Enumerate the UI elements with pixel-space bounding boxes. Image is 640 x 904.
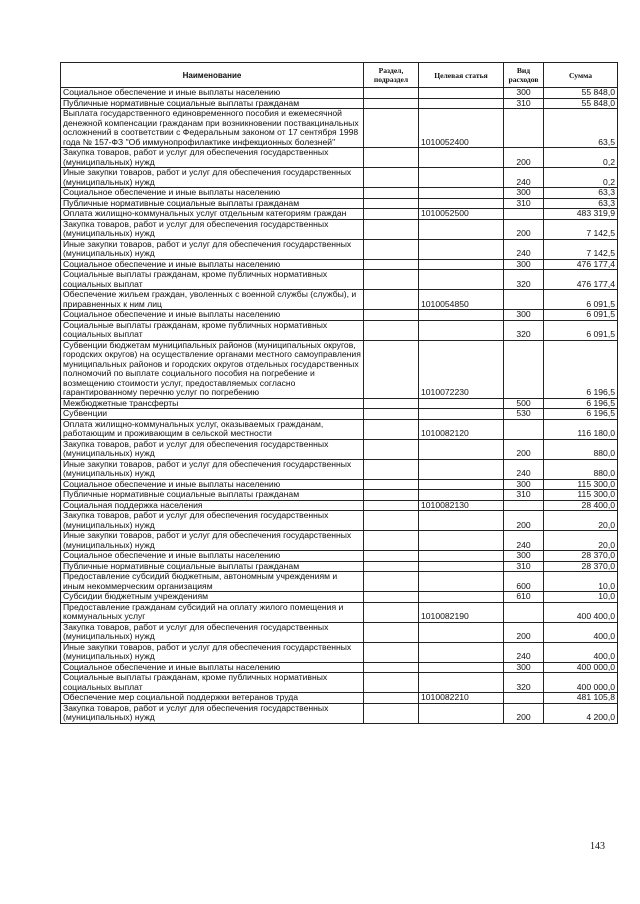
table-row xyxy=(61,148,618,168)
row-summa-cell: 476 177,4 xyxy=(544,270,618,290)
row-celevaya-cell xyxy=(419,622,504,642)
table-header-row xyxy=(61,63,618,88)
row-name-cell: Социальные выплаты гражданам, кроме публичных нормативных социальных выплат xyxy=(61,270,364,290)
table-row xyxy=(61,219,618,239)
table-row xyxy=(61,561,618,572)
table-row xyxy=(61,98,618,109)
row-razdel-cell xyxy=(364,109,419,148)
header-summa: Сумма xyxy=(544,63,618,88)
row-vid-cell xyxy=(504,602,544,622)
row-name-cell: Иные закупки товаров, работ и услуг для обеспечения государственных (муниципальных) нужд xyxy=(61,459,364,479)
row-summa-cell: 55 848,0 xyxy=(544,88,618,99)
row-razdel-cell xyxy=(364,310,419,321)
row-summa-cell: 63,5 xyxy=(544,109,618,148)
budget-table xyxy=(60,62,618,724)
row-razdel-cell xyxy=(364,490,419,501)
row-summa-cell: 6 091,5 xyxy=(544,310,618,321)
row-celevaya-cell: 1010082120 xyxy=(419,419,504,439)
row-razdel-cell xyxy=(364,259,419,270)
table-row xyxy=(61,511,618,531)
row-name-cell: Социальное обеспечение и иные выплаты населению xyxy=(61,662,364,673)
table-row xyxy=(61,703,618,723)
header-razdel: Раздел, подраздел xyxy=(364,63,419,88)
row-celevaya-cell xyxy=(419,259,504,270)
row-vid-cell: 310 xyxy=(504,561,544,572)
row-vid-cell: 600 xyxy=(504,572,544,592)
row-vid-cell: 300 xyxy=(504,310,544,321)
table-row xyxy=(61,642,618,662)
row-summa-cell: 115 300,0 xyxy=(544,490,618,501)
row-celevaya-cell xyxy=(419,239,504,259)
row-razdel-cell xyxy=(364,511,419,531)
row-celevaya-cell xyxy=(419,439,504,459)
row-summa-cell: 4 200,0 xyxy=(544,703,618,723)
row-razdel-cell xyxy=(364,479,419,490)
row-razdel-cell xyxy=(364,188,419,199)
row-name-cell: Социальное обеспечение и иные выплаты населению xyxy=(61,479,364,490)
table-row xyxy=(61,398,618,409)
row-name-cell: Межбюджетные трансферты xyxy=(61,398,364,409)
row-celevaya-cell xyxy=(419,703,504,723)
row-name-cell: Иные закупки товаров, работ и услуг для обеспечения государственных (муниципальных) нужд xyxy=(61,642,364,662)
row-razdel-cell xyxy=(364,500,419,511)
row-name-cell: Социальное обеспечение и иные выплаты населению xyxy=(61,188,364,199)
row-name-cell: Социальное обеспечение и иные выплаты населению xyxy=(61,551,364,562)
row-name-cell: Закупка товаров, работ и услуг для обеспечения государственных (муниципальных) нужд xyxy=(61,622,364,642)
table-row xyxy=(61,673,618,693)
row-razdel-cell xyxy=(364,290,419,310)
row-vid-cell xyxy=(504,693,544,704)
row-vid-cell: 200 xyxy=(504,511,544,531)
row-razdel-cell xyxy=(364,561,419,572)
row-vid-cell: 320 xyxy=(504,320,544,340)
table-row xyxy=(61,531,618,551)
row-vid-cell: 530 xyxy=(504,409,544,420)
row-name-cell: Иные закупки товаров, работ и услуг для обеспечения государственных (муниципальных) нужд xyxy=(61,531,364,551)
table-row xyxy=(61,340,618,398)
row-vid-cell: 240 xyxy=(504,531,544,551)
table-row xyxy=(61,419,618,439)
row-name-cell: Социальное обеспечение и иные выплаты населению xyxy=(61,310,364,321)
row-celevaya-cell xyxy=(419,409,504,420)
row-razdel-cell xyxy=(364,88,419,99)
row-summa-cell: 481 105,8 xyxy=(544,693,618,704)
row-razdel-cell xyxy=(364,98,419,109)
row-razdel-cell xyxy=(364,642,419,662)
row-celevaya-cell xyxy=(419,188,504,199)
row-name-cell: Предоставление гражданам субсидий на оплату жилого помещения и коммунальных услуг xyxy=(61,602,364,622)
row-celevaya-cell: 1010082130 xyxy=(419,500,504,511)
row-celevaya-cell xyxy=(419,88,504,99)
row-summa-cell: 880,0 xyxy=(544,459,618,479)
row-name-cell: Субсидии бюджетным учреждениям xyxy=(61,592,364,603)
row-summa-cell: 880,0 xyxy=(544,439,618,459)
row-summa-cell: 28 400,0 xyxy=(544,500,618,511)
row-razdel-cell xyxy=(364,459,419,479)
row-celevaya-cell xyxy=(419,479,504,490)
table-row xyxy=(61,439,618,459)
row-razdel-cell xyxy=(364,703,419,723)
row-name-cell: Закупка товаров, работ и услуг для обеспечения государственных (муниципальных) нужд xyxy=(61,439,364,459)
row-vid-cell: 500 xyxy=(504,398,544,409)
row-celevaya-cell: 1010052400 xyxy=(419,109,504,148)
table-row xyxy=(61,693,618,704)
header-name: Наименование xyxy=(61,63,364,88)
row-razdel-cell xyxy=(364,622,419,642)
row-summa-cell: 7 142,5 xyxy=(544,219,618,239)
row-summa-cell: 400 000,0 xyxy=(544,662,618,673)
row-celevaya-cell xyxy=(419,398,504,409)
row-razdel-cell xyxy=(364,673,419,693)
row-summa-cell: 476 177,4 xyxy=(544,259,618,270)
table-row xyxy=(61,88,618,99)
table-row xyxy=(61,572,618,592)
row-summa-cell: 6 196,5 xyxy=(544,398,618,409)
row-vid-cell: 300 xyxy=(504,551,544,562)
row-name-cell: Субвенции xyxy=(61,409,364,420)
row-name-cell: Иные закупки товаров, работ и услуг для обеспечения государственных (муниципальных) нужд xyxy=(61,239,364,259)
row-name-cell: Социальные выплаты гражданам, кроме публичных нормативных социальных выплат xyxy=(61,673,364,693)
row-razdel-cell xyxy=(364,239,419,259)
row-name-cell: Закупка товаров, работ и услуг для обеспечения государственных (муниципальных) нужд xyxy=(61,511,364,531)
row-vid-cell xyxy=(504,109,544,148)
row-razdel-cell xyxy=(364,662,419,673)
table-row xyxy=(61,188,618,199)
row-name-cell: Выплата государственного единовременного пособия и ежемесячной денежной компенсации гражданам при возникновении поствакцинальных осложнений в соответствии с Федеральным законом от 17 сентября 1998 года № 157-ФЗ "Об иммунопрофилактике инфекционных болезней" xyxy=(61,109,364,148)
row-summa-cell: 0,2 xyxy=(544,168,618,188)
row-razdel-cell xyxy=(364,320,419,340)
table-row xyxy=(61,198,618,209)
table-row xyxy=(61,662,618,673)
table-row xyxy=(61,551,618,562)
row-name-cell: Публичные нормативные социальные выплаты гражданам xyxy=(61,490,364,501)
row-razdel-cell xyxy=(364,340,419,398)
row-name-cell: Публичные нормативные социальные выплаты гражданам xyxy=(61,98,364,109)
row-name-cell: Социальные выплаты гражданам, кроме публичных нормативных социальных выплат xyxy=(61,320,364,340)
row-razdel-cell xyxy=(364,592,419,603)
row-name-cell: Иные закупки товаров, работ и услуг для обеспечения государственных (муниципальных) нужд xyxy=(61,168,364,188)
row-vid-cell: 240 xyxy=(504,239,544,259)
row-summa-cell: 20,0 xyxy=(544,511,618,531)
row-razdel-cell xyxy=(364,209,419,220)
table-row xyxy=(61,168,618,188)
row-summa-cell: 400,0 xyxy=(544,642,618,662)
row-celevaya-cell: 1010072230 xyxy=(419,340,504,398)
row-celevaya-cell xyxy=(419,662,504,673)
row-celevaya-cell xyxy=(419,310,504,321)
row-razdel-cell xyxy=(364,419,419,439)
row-summa-cell: 6 196,5 xyxy=(544,340,618,398)
row-name-cell: Закупка товаров, работ и услуг для обеспечения государственных (муниципальных) нужд xyxy=(61,219,364,239)
row-celevaya-cell xyxy=(419,642,504,662)
row-name-cell: Оплата жилищно-коммунальных услуг отдельным категориям граждан xyxy=(61,209,364,220)
row-vid-cell: 200 xyxy=(504,703,544,723)
row-razdel-cell xyxy=(364,148,419,168)
row-celevaya-cell xyxy=(419,572,504,592)
table-row xyxy=(61,239,618,259)
row-vid-cell: 300 xyxy=(504,259,544,270)
row-name-cell: Субвенции бюджетам муниципальных районов (муниципальных округов, городских округов) на осуществление органами местного самоуправления муниципальных районов и городских округов отдельных государственных полномочий по выплате социального пособия на погребение и возмещению стоимости услуг, предоставляемых согласно гарантированному перечню услуг по погребению xyxy=(61,340,364,398)
row-vid-cell: 200 xyxy=(504,148,544,168)
row-vid-cell xyxy=(504,500,544,511)
row-celevaya-cell xyxy=(419,561,504,572)
row-celevaya-cell xyxy=(419,551,504,562)
row-vid-cell xyxy=(504,419,544,439)
row-razdel-cell xyxy=(364,531,419,551)
row-name-cell: Публичные нормативные социальные выплаты гражданам xyxy=(61,561,364,572)
row-celevaya-cell xyxy=(419,511,504,531)
row-vid-cell: 300 xyxy=(504,479,544,490)
table-row xyxy=(61,320,618,340)
row-vid-cell: 240 xyxy=(504,642,544,662)
table-row xyxy=(61,109,618,148)
row-razdel-cell xyxy=(364,398,419,409)
row-summa-cell: 483 319,9 xyxy=(544,209,618,220)
row-summa-cell: 116 180,0 xyxy=(544,419,618,439)
row-celevaya-cell xyxy=(419,168,504,188)
table-row xyxy=(61,259,618,270)
row-vid-cell: 300 xyxy=(504,188,544,199)
row-vid-cell: 200 xyxy=(504,219,544,239)
row-name-cell: Социальное обеспечение и иные выплаты населению xyxy=(61,259,364,270)
row-vid-cell: 310 xyxy=(504,198,544,209)
row-name-cell: Обеспечение мер социальной поддержки ветеранов труда xyxy=(61,693,364,704)
row-celevaya-cell xyxy=(419,490,504,501)
row-razdel-cell xyxy=(364,168,419,188)
table-row xyxy=(61,290,618,310)
row-name-cell: Публичные нормативные социальные выплаты гражданам xyxy=(61,198,364,209)
row-name-cell: Обеспечение жильем граждан, уволенных с военной службы (службы), и приравненных к ним лиц xyxy=(61,290,364,310)
row-razdel-cell xyxy=(364,572,419,592)
row-name-cell: Предоставление субсидий бюджетным, автономным учреждениям и иным некоммерческим организациям xyxy=(61,572,364,592)
row-summa-cell: 115 300,0 xyxy=(544,479,618,490)
row-celevaya-cell xyxy=(419,98,504,109)
row-razdel-cell xyxy=(364,551,419,562)
row-vid-cell: 610 xyxy=(504,592,544,603)
row-summa-cell: 63,3 xyxy=(544,198,618,209)
row-razdel-cell xyxy=(364,602,419,622)
row-razdel-cell xyxy=(364,219,419,239)
page-number: 143 xyxy=(590,841,605,852)
row-name-cell: Закупка товаров, работ и услуг для обеспечения государственных (муниципальных) нужд xyxy=(61,148,364,168)
row-vid-cell: 300 xyxy=(504,88,544,99)
row-summa-cell: 63,3 xyxy=(544,188,618,199)
row-summa-cell: 400,0 xyxy=(544,622,618,642)
row-celevaya-cell: 1010054850 xyxy=(419,290,504,310)
row-vid-cell: 320 xyxy=(504,270,544,290)
row-summa-cell: 7 142,5 xyxy=(544,239,618,259)
row-summa-cell: 28 370,0 xyxy=(544,551,618,562)
row-celevaya-cell: 1010082210 xyxy=(419,693,504,704)
row-celevaya-cell xyxy=(419,320,504,340)
row-name-cell: Социальная поддержка населения xyxy=(61,500,364,511)
table-row xyxy=(61,479,618,490)
row-vid-cell: 200 xyxy=(504,439,544,459)
row-vid-cell: 320 xyxy=(504,673,544,693)
table-row xyxy=(61,622,618,642)
row-summa-cell: 10,0 xyxy=(544,592,618,603)
row-summa-cell: 6 091,5 xyxy=(544,290,618,310)
table-row xyxy=(61,209,618,220)
table-row xyxy=(61,592,618,603)
row-summa-cell: 55 848,0 xyxy=(544,98,618,109)
row-celevaya-cell xyxy=(419,592,504,603)
table-row xyxy=(61,490,618,501)
row-vid-cell: 200 xyxy=(504,622,544,642)
row-celevaya-cell: 1010052500 xyxy=(419,209,504,220)
row-razdel-cell xyxy=(364,693,419,704)
row-vid-cell: 310 xyxy=(504,490,544,501)
row-vid-cell xyxy=(504,209,544,220)
table-row xyxy=(61,270,618,290)
row-celevaya-cell xyxy=(419,198,504,209)
row-celevaya-cell xyxy=(419,219,504,239)
row-vid-cell xyxy=(504,340,544,398)
row-celevaya-cell xyxy=(419,270,504,290)
row-celevaya-cell: 1010082190 xyxy=(419,602,504,622)
row-vid-cell: 310 xyxy=(504,98,544,109)
table-row xyxy=(61,602,618,622)
table-row xyxy=(61,459,618,479)
row-razdel-cell xyxy=(364,270,419,290)
row-vid-cell: 300 xyxy=(504,662,544,673)
row-razdel-cell xyxy=(364,439,419,459)
row-vid-cell: 240 xyxy=(504,459,544,479)
row-name-cell: Оплата жилищно-коммунальных услуг, оказываемых гражданам, работающим и проживающим в сельской местности xyxy=(61,419,364,439)
row-summa-cell: 400 000,0 xyxy=(544,673,618,693)
row-summa-cell: 20,0 xyxy=(544,531,618,551)
table-row xyxy=(61,500,618,511)
row-razdel-cell xyxy=(364,198,419,209)
table-row xyxy=(61,409,618,420)
row-celevaya-cell xyxy=(419,459,504,479)
table-row xyxy=(61,310,618,321)
row-summa-cell: 6 196,5 xyxy=(544,409,618,420)
row-summa-cell: 400 400,0 xyxy=(544,602,618,622)
row-summa-cell: 10,0 xyxy=(544,572,618,592)
row-celevaya-cell xyxy=(419,148,504,168)
row-vid-cell xyxy=(504,290,544,310)
row-summa-cell: 6 091,5 xyxy=(544,320,618,340)
row-name-cell: Закупка товаров, работ и услуг для обеспечения государственных (муниципальных) нужд xyxy=(61,703,364,723)
header-celevaya: Целевая статья xyxy=(419,63,504,88)
row-summa-cell: 28 370,0 xyxy=(544,561,618,572)
header-vid: Вид расходов xyxy=(504,63,544,88)
row-celevaya-cell xyxy=(419,531,504,551)
row-celevaya-cell xyxy=(419,673,504,693)
row-name-cell: Социальное обеспечение и иные выплаты населению xyxy=(61,88,364,99)
row-summa-cell: 0,2 xyxy=(544,148,618,168)
row-vid-cell: 240 xyxy=(504,168,544,188)
row-razdel-cell xyxy=(364,409,419,420)
